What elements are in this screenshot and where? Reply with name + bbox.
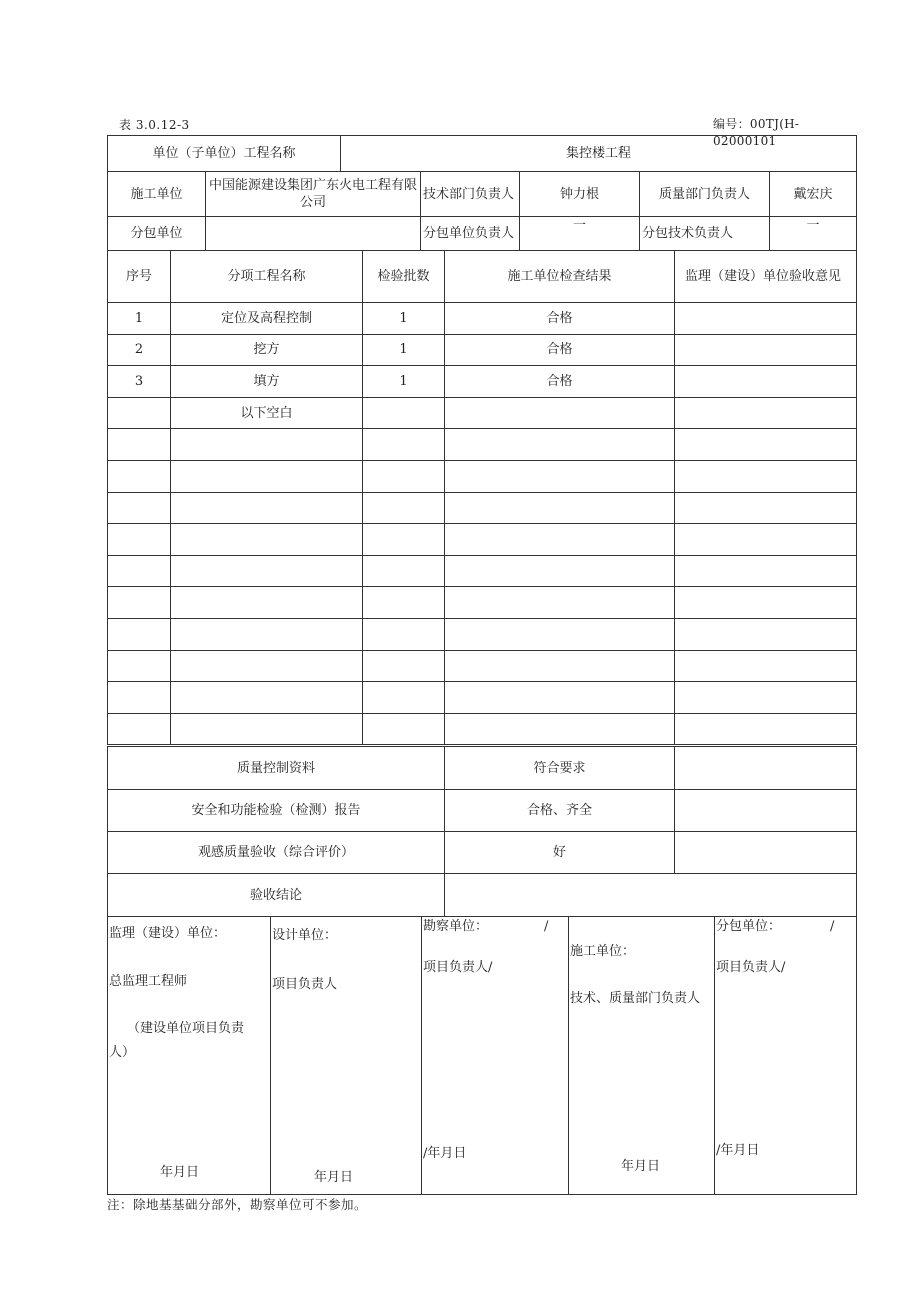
table-cell (108, 429, 171, 461)
table-cell (171, 587, 363, 619)
table-row (108, 587, 857, 619)
col-header: 施工单位检查结果 (445, 251, 675, 303)
table-cell: 定位及高程控制 (171, 303, 363, 335)
table-cell (675, 555, 857, 587)
construction-title: 施工单位： (570, 944, 636, 959)
footnote: 注：除地基基础分部外，勘察单位可不参加。 (107, 1197, 368, 1212)
table-cell (108, 587, 171, 619)
table-cell (171, 650, 363, 682)
table-row (108, 650, 857, 682)
contractor-value: 中国能源建设集团广东火电工程有限公司 (206, 172, 421, 217)
survey-date: /年月日 (423, 1146, 467, 1161)
table-cell (675, 682, 857, 714)
design-role: 项目负责人 (272, 977, 338, 992)
table-cell (445, 460, 675, 492)
tech-head-label: 技术部门负责人 (421, 172, 520, 217)
table-cell: 2 (108, 334, 171, 366)
table-cell (445, 555, 675, 587)
quality-docs-value: 符合要求 (445, 747, 675, 790)
table-cell (445, 618, 675, 650)
table-row (108, 334, 857, 366)
table-cell (445, 713, 675, 745)
table-row (108, 366, 857, 398)
project-name-label: 单位（子单位）工程名称 (108, 136, 341, 172)
summary-table (107, 746, 857, 917)
table-cell (171, 618, 363, 650)
table-cell (675, 650, 857, 682)
design-date: 年月日 (314, 1170, 354, 1185)
table-cell: 1 (363, 366, 445, 398)
tech-head-value: 钟力根 (520, 172, 640, 217)
table-cell (675, 460, 857, 492)
conclusion-label: 验收结论 (108, 874, 445, 917)
table-cell (445, 524, 675, 556)
quality-docs-opinion (675, 747, 857, 790)
supervision-role-note: （建设单位项目负责 (127, 1021, 245, 1036)
safety-check-opinion (675, 790, 857, 832)
appearance-opinion (675, 832, 857, 874)
table-cell: 合格 (445, 334, 675, 366)
table-cell (108, 492, 171, 524)
table-cell (108, 524, 171, 556)
appearance-value: 好 (445, 832, 675, 874)
table-cell (108, 618, 171, 650)
conclusion-value (445, 874, 857, 917)
table-cell (445, 587, 675, 619)
sub-head-label: 分包单位负责人 (421, 217, 520, 251)
table-row (108, 429, 857, 461)
survey-sign-cell (422, 917, 569, 1195)
table-cell (445, 492, 675, 524)
contractor-label: 施工单位 (108, 172, 206, 217)
table-row (108, 460, 857, 492)
table-cell: 填方 (171, 366, 363, 398)
project-info-table (107, 135, 857, 251)
table-cell: 挖方 (171, 334, 363, 366)
serial-label: 编号： (713, 117, 750, 131)
sub-tech-label: 分包技术负责人 (640, 217, 770, 251)
table-cell (171, 460, 363, 492)
appearance-label: 观感质量验收（综合评价） (108, 832, 445, 874)
table-cell (108, 713, 171, 745)
sub-tech-value: 一 (770, 217, 857, 251)
construction-date: 年月日 (621, 1159, 661, 1174)
table-cell (675, 492, 857, 524)
table-cell (445, 650, 675, 682)
table-cell (363, 397, 445, 429)
table-cell (675, 587, 857, 619)
supervision-date: 年月日 (160, 1165, 200, 1180)
supervision-role: 总监理工程师 (109, 974, 188, 989)
table-cell (171, 492, 363, 524)
table-cell (363, 429, 445, 461)
table-row (108, 618, 857, 650)
subcontractor-sign-cell (715, 917, 857, 1195)
subcontractor-title: 分包单位： (716, 919, 782, 934)
table-cell (363, 492, 445, 524)
table-cell (171, 682, 363, 714)
table-cell (445, 429, 675, 461)
table-row (108, 524, 857, 556)
table-cell (171, 524, 363, 556)
table-cell (675, 524, 857, 556)
quality-head-label: 质量部门负责人 (640, 172, 770, 217)
table-row (108, 492, 857, 524)
subcontractor-label: 分包单位 (108, 217, 206, 251)
table-cell (675, 334, 857, 366)
supervision-sign-cell (108, 917, 271, 1195)
table-cell (363, 650, 445, 682)
table-cell: 1 (108, 303, 171, 335)
survey-slash: / (544, 919, 549, 934)
table-cell (675, 397, 857, 429)
table-cell (108, 650, 171, 682)
table-row (108, 682, 857, 714)
table-cell (363, 618, 445, 650)
table-row (108, 713, 857, 745)
construction-role: 技术、质量部门负责人 (570, 991, 701, 1006)
table-cell: 合格 (445, 303, 675, 335)
table-row (108, 397, 857, 429)
form-number: 表 3.0.12-3 (119, 118, 190, 132)
table-cell (445, 682, 675, 714)
table-cell: 合格 (445, 366, 675, 398)
signature-table (107, 916, 857, 1195)
table-cell (108, 682, 171, 714)
supervision-role-note-end: 人） (109, 1045, 136, 1060)
table-cell (363, 524, 445, 556)
table-cell (363, 713, 445, 745)
quality-head-value: 戴宏庆 (770, 172, 857, 217)
survey-title: 勘察单位： (423, 919, 489, 934)
table-cell: 1 (363, 303, 445, 335)
table-row (108, 555, 857, 587)
subcontractor-role: 项目负责人/ (716, 960, 786, 975)
table-row (108, 303, 857, 335)
table-cell (675, 429, 857, 461)
table-cell (363, 587, 445, 619)
design-sign-cell (271, 917, 422, 1195)
safety-check-label: 安全和功能检验（检测）报告 (108, 790, 445, 832)
quality-docs-label: 质量控制资料 (108, 747, 445, 790)
supervision-title: 监理（建设）单位： (109, 926, 227, 941)
col-header: 检验批数 (363, 251, 445, 303)
safety-check-value: 合格、齐全 (445, 790, 675, 832)
table-cell (171, 713, 363, 745)
table-cell: 1 (363, 334, 445, 366)
survey-role: 项目负责人/ (423, 960, 493, 975)
subcontractor-date: /年月日 (716, 1143, 760, 1158)
table-cell (108, 397, 171, 429)
table-cell: 3 (108, 366, 171, 398)
col-header: 分项工程名称 (171, 251, 363, 303)
table-cell (363, 555, 445, 587)
table-cell: 以下空白 (171, 397, 363, 429)
table-cell (363, 682, 445, 714)
table-cell (171, 555, 363, 587)
serial-value: 00TJ(H-02000101 (713, 117, 800, 148)
sub-head-value: 一 (520, 217, 640, 251)
col-header: 序号 (108, 251, 171, 303)
table-cell (445, 397, 675, 429)
construction-sign-cell (569, 917, 715, 1195)
table-header-row (108, 251, 857, 303)
table-cell (108, 460, 171, 492)
design-title: 设计单位： (272, 928, 338, 943)
project-name-value: 集控楼工程 (341, 136, 857, 172)
col-header: 监理（建设）单位验收意见 (675, 251, 857, 303)
table-cell (108, 555, 171, 587)
subcontractor-value (206, 217, 421, 251)
table-cell (171, 429, 363, 461)
table-cell (675, 366, 857, 398)
table-cell (675, 303, 857, 335)
sub-item-table (107, 250, 857, 745)
table-cell (675, 618, 857, 650)
table-cell (675, 713, 857, 745)
table-cell (363, 460, 445, 492)
subcontractor-slash: / (830, 919, 835, 934)
